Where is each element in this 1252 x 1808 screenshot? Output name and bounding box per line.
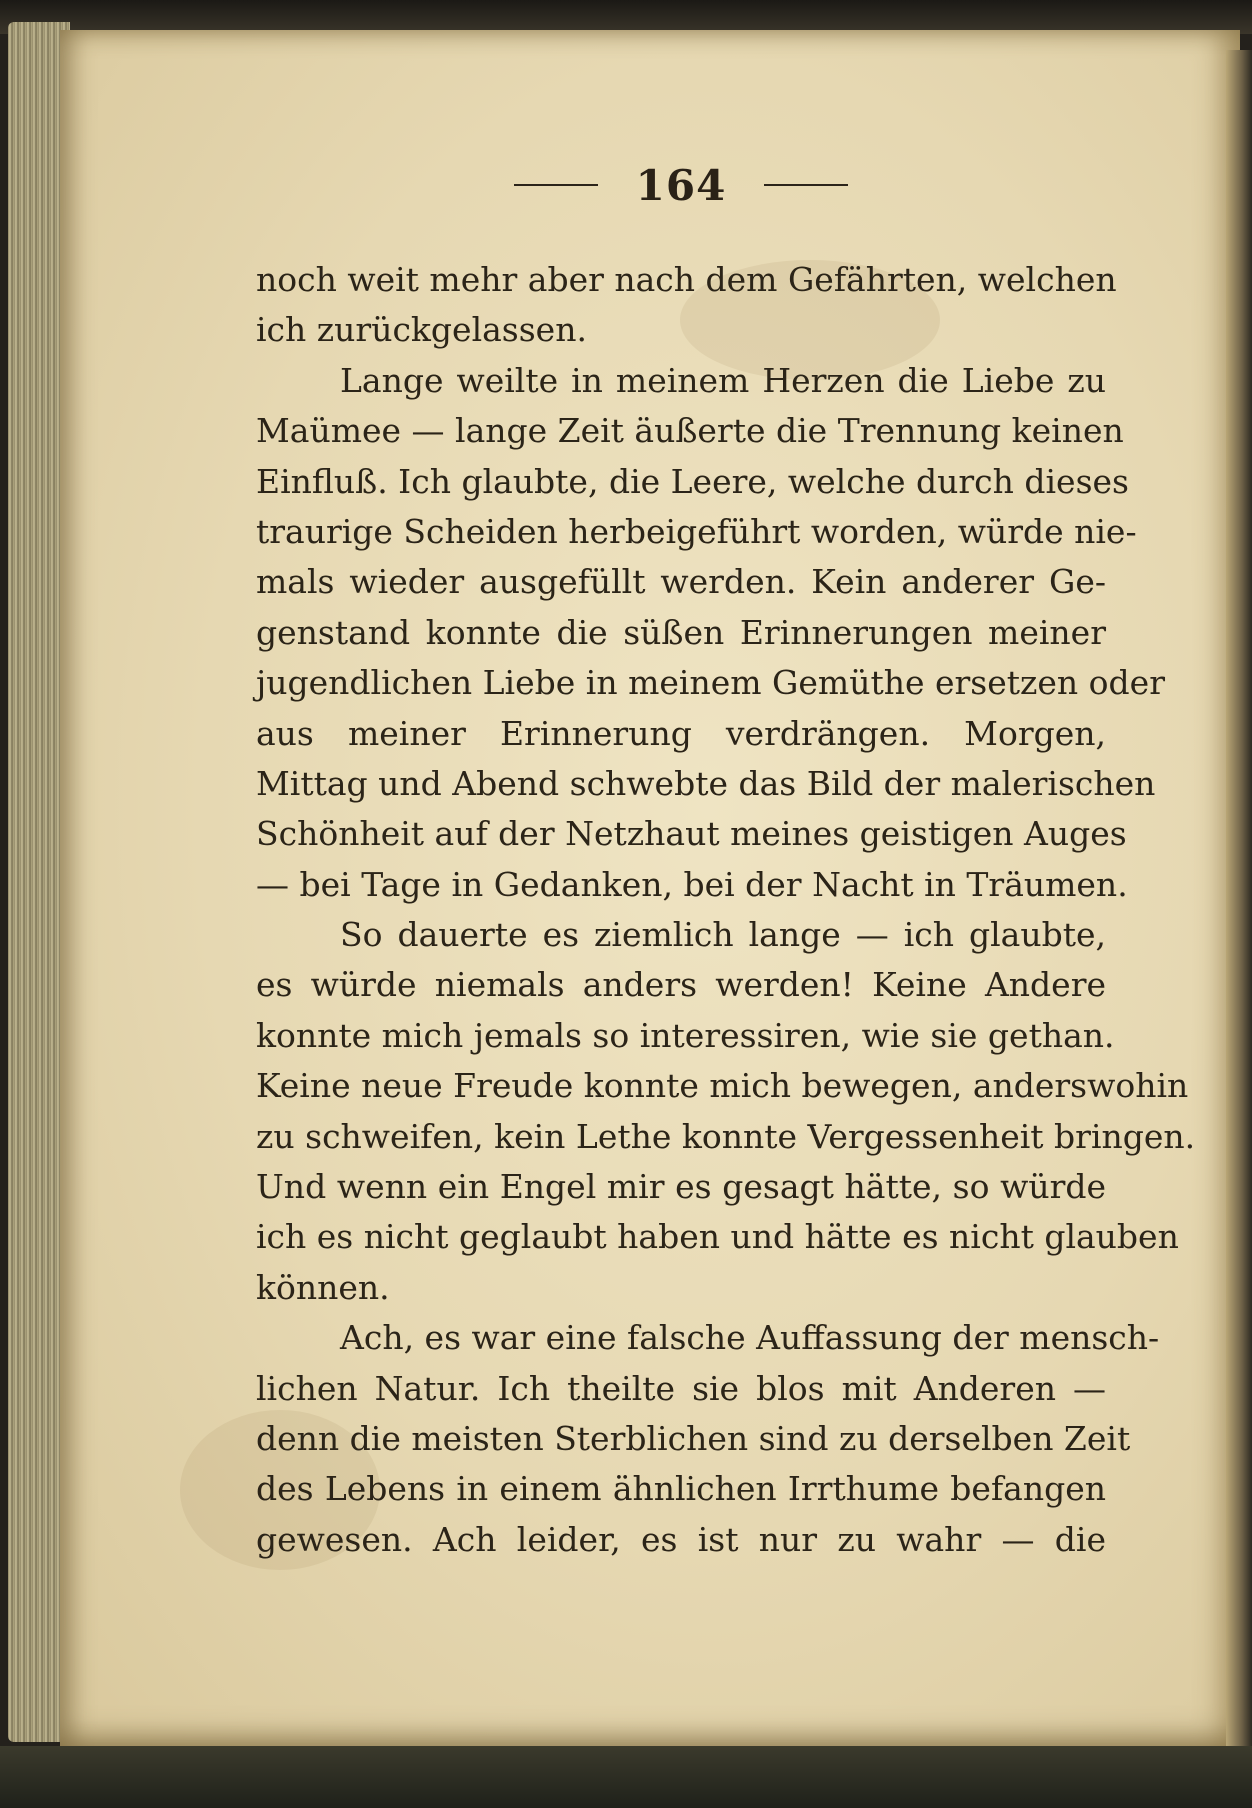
text-line: Einfluß. Ich glaubte, die Leere, welche durch dieses (256, 461, 1129, 501)
text-line: Schönheit auf der Netzhaut meines geistigen Auges (256, 814, 1127, 854)
text-line: ich es nicht geglaubt haben und hätte es nicht glauben (256, 1217, 1179, 1257)
text-line: denn die meisten Sterblichen sind zu derselben Zeit (256, 1418, 1131, 1458)
text-line: aus meiner Erinnerung verdrängen. Morgen, (256, 713, 1106, 753)
text-line: zu schweifen, kein Lethe konnte Vergessenheit bringen. (256, 1116, 1196, 1156)
book-cover-top (0, 0, 1252, 34)
text-line: gewesen. Ach leider, es ist nur zu wahr — die (256, 1519, 1106, 1559)
book-cover-bottom (0, 1746, 1252, 1808)
text-line: — bei Tage in Gedanken, bei der Nacht in Träumen. (256, 864, 1128, 904)
text-line: des Lebens in einem ähnlichen Irrthume befangen (256, 1469, 1106, 1509)
text-line: mals wieder ausgefüllt werden. Kein anderer Ge- (256, 562, 1106, 602)
text-line: lichen Natur. Ich theilte sie blos mit Anderen — (256, 1368, 1106, 1408)
text-line: traurige Scheiden herbeigeführt worden, würde nie- (256, 511, 1137, 551)
page-number: 164 (635, 160, 727, 210)
text-line: konnte mich jemals so interessiren, wie sie gethan. (256, 1015, 1115, 1055)
text-line: Mittag und Abend schwebte das Bild der malerischen (256, 763, 1156, 803)
text-line: Und wenn ein Engel mir es gesagt hätte, so würde (256, 1167, 1106, 1207)
header-rule-right (764, 184, 848, 186)
text-line: jugendlichen Liebe in meinem Gemüthe ersetzen oder (256, 663, 1165, 703)
text-line: Lange weilte in meinem Herzen die Liebe zu (340, 360, 1106, 400)
text-line: Maümee — lange Zeit äußerte die Trennung keinen (256, 411, 1124, 451)
page-header (256, 150, 1106, 220)
text-line: noch weit mehr aber nach dem Gefährten, welchen (256, 260, 1117, 299)
page-edge-right (1226, 50, 1252, 1750)
text-line: ich zurückgelassen. (256, 310, 587, 350)
body-text (256, 255, 1196, 1565)
text-line: Keine neue Freude konnte mich bewegen, anderswohin (256, 1066, 1189, 1106)
text-line: können. (256, 1267, 390, 1307)
text-line: Ach, es war eine falsche Auffassung der mensch- (340, 1318, 1160, 1358)
text-line: es würde niemals anders werden! Keine Andere (256, 965, 1106, 1005)
text-line: genstand konnte die süßen Erinnerungen meiner (256, 612, 1106, 652)
header-rule-left (514, 184, 598, 186)
text-line: So dauerte es ziemlich lange — ich glaubte, (340, 915, 1106, 955)
